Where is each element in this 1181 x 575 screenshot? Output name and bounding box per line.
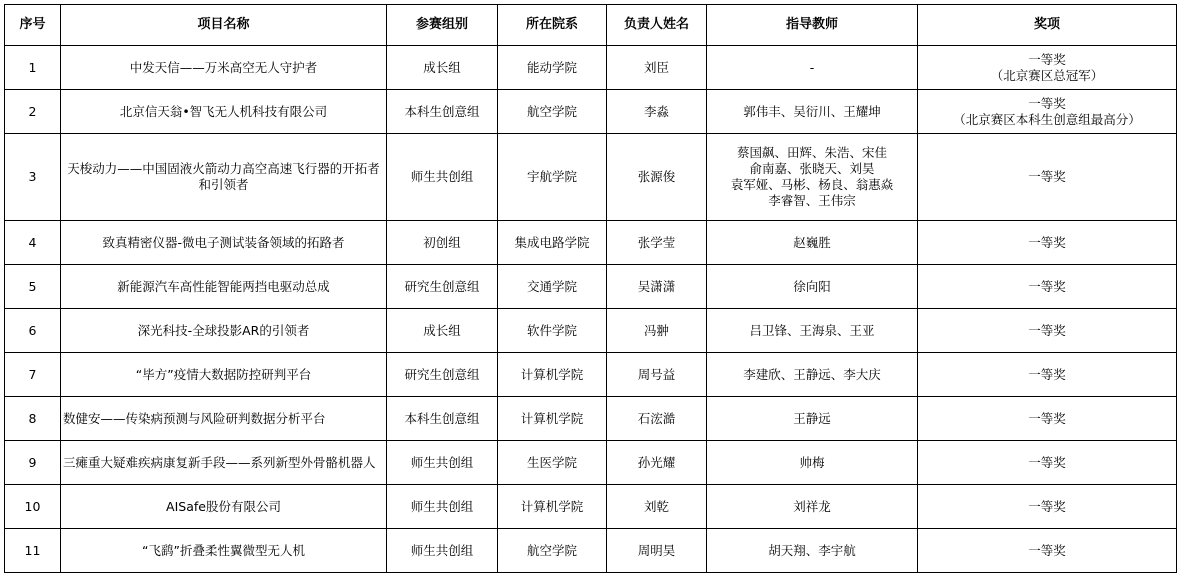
cell-no: 4	[5, 221, 61, 265]
header-cell-no: 序号	[5, 5, 61, 46]
cell-leader: 周号益	[607, 353, 707, 397]
cell-project: 新能源汽车高性能智能两挡电驱动总成	[61, 265, 387, 309]
award-line: 一等奖	[1028, 454, 1066, 470]
cell-award	[918, 485, 1177, 529]
cell-advisors	[707, 265, 918, 309]
advisor-line: 帅梅	[799, 454, 825, 470]
cell-group: 师生共创组	[387, 529, 498, 573]
table-row	[5, 46, 1177, 90]
cell-award	[918, 46, 1177, 90]
table-row	[5, 221, 1177, 265]
advisor-line: -	[809, 59, 815, 75]
cell-no: 9	[5, 441, 61, 485]
table-row	[5, 309, 1177, 353]
cell-group: 初创组	[387, 221, 498, 265]
table-row	[5, 441, 1177, 485]
cell-dept: 计算机学院	[498, 397, 607, 441]
cell-advisors	[707, 397, 918, 441]
award-line: 一等奖	[1028, 234, 1066, 250]
cell-project: 三瘫重大疑难疾病康复新手段——系列新型外骨骼机器人	[61, 441, 387, 485]
cell-dept: 航空学院	[498, 90, 607, 134]
cell-advisors	[707, 485, 918, 529]
header-row	[5, 5, 1177, 46]
cell-group: 师生共创组	[387, 441, 498, 485]
cell-award	[918, 90, 1177, 134]
table-row	[5, 397, 1177, 441]
cell-award	[918, 353, 1177, 397]
cell-award	[918, 265, 1177, 309]
cell-no: 3	[5, 134, 61, 221]
cell-advisors	[707, 90, 918, 134]
header-cell-leader: 负责人姓名	[607, 5, 707, 46]
cell-project: 天梭动力——中国固液火箭动力高空高速飞行器的开拓者和引领者	[61, 134, 387, 221]
cell-leader: 吴潇潇	[607, 265, 707, 309]
cell-leader: 孙光耀	[607, 441, 707, 485]
cell-project: 致真精密仪器-微电子测试装备领域的拓路者	[61, 221, 387, 265]
header-cell-dept: 所在院系	[498, 5, 607, 46]
table-row	[5, 353, 1177, 397]
cell-no: 10	[5, 485, 61, 529]
cell-project: “毕方”疫情大数据防控研判平台	[61, 353, 387, 397]
cell-dept: 能动学院	[498, 46, 607, 90]
cell-dept: 生医学院	[498, 441, 607, 485]
award-line: 一等奖	[1028, 366, 1066, 382]
header-cell-award: 奖项	[918, 5, 1177, 46]
cell-leader: 周明昊	[607, 529, 707, 573]
cell-group: 本科生创意组	[387, 90, 498, 134]
table-row	[5, 265, 1177, 309]
cell-leader: 石浤澔	[607, 397, 707, 441]
header-cell-project: 项目名称	[61, 5, 387, 46]
cell-award	[918, 441, 1177, 485]
award-line: 一等奖	[1028, 169, 1066, 184]
advisor-line: 王静远	[793, 410, 831, 426]
cell-dept: 软件学院	[498, 309, 607, 353]
table-row	[5, 529, 1177, 573]
cell-project: 北京信天翁•智飞无人机科技有限公司	[61, 90, 387, 134]
award-note: （北京赛区总冠军）	[990, 67, 1104, 83]
cell-no: 5	[5, 265, 61, 309]
cell-award	[918, 397, 1177, 441]
advisor-line: 袁军娅、马彬、杨良、翁惠焱	[730, 177, 894, 192]
cell-award	[918, 309, 1177, 353]
cell-group: 研究生创意组	[387, 265, 498, 309]
table-row	[5, 485, 1177, 529]
cell-award	[918, 529, 1177, 573]
advisor-line: 赵巍胜	[793, 234, 831, 250]
cell-award	[918, 134, 1177, 221]
cell-leader: 刘臣	[607, 46, 707, 90]
advisor-line: 郭伟丰、吴衍川、王耀坤	[743, 103, 881, 119]
cell-advisors	[707, 353, 918, 397]
advisor-line: 刘祥龙	[793, 498, 831, 514]
cell-advisors	[707, 221, 918, 265]
cell-dept: 航空学院	[498, 529, 607, 573]
cell-group: 师生共创组	[387, 485, 498, 529]
cell-group: 成长组	[387, 46, 498, 90]
awards-table	[4, 4, 1177, 573]
cell-group: 成长组	[387, 309, 498, 353]
cell-dept: 交通学院	[498, 265, 607, 309]
award-line: 一等奖	[1028, 322, 1066, 338]
cell-no: 1	[5, 46, 61, 90]
cell-advisors	[707, 529, 918, 573]
cell-leader: 张源俊	[607, 134, 707, 221]
cell-dept: 计算机学院	[498, 353, 607, 397]
cell-leader: 张学莹	[607, 221, 707, 265]
cell-project: “飞鹞”折叠柔性翼微型无人机	[61, 529, 387, 573]
cell-leader: 冯翀	[607, 309, 707, 353]
cell-no: 11	[5, 529, 61, 573]
advisor-line: 徐向阳	[793, 278, 831, 294]
award-line: 一等奖	[1028, 51, 1066, 67]
award-line: 一等奖	[1028, 498, 1066, 514]
advisor-line: 吕卫锋、王海泉、王亚	[749, 322, 875, 338]
cell-award	[918, 221, 1177, 265]
cell-group: 研究生创意组	[387, 353, 498, 397]
cell-advisors	[707, 134, 918, 221]
award-line: 一等奖	[1028, 410, 1066, 426]
award-note: （北京赛区本科生创意组最高分）	[953, 111, 1141, 127]
cell-advisors	[707, 309, 918, 353]
cell-project: 中发天信——万米高空无人守护者	[61, 46, 387, 90]
cell-project: 深光科技-全球投影AR的引领者	[61, 309, 387, 353]
advisor-line: 李建欣、王静远、李大庆	[743, 366, 881, 382]
cell-group: 师生共创组	[387, 134, 498, 221]
award-line: 一等奖	[1028, 542, 1066, 558]
cell-dept: 计算机学院	[498, 485, 607, 529]
advisor-line: 李睿智、王伟宗	[768, 193, 856, 208]
cell-project: AISafe股份有限公司	[61, 485, 387, 529]
cell-dept: 集成电路学院	[498, 221, 607, 265]
advisor-line: 俞南嘉、张晓天、刘昊	[749, 161, 875, 176]
table-row	[5, 134, 1177, 221]
award-line: 一等奖	[1028, 95, 1066, 111]
cell-dept: 宇航学院	[498, 134, 607, 221]
cell-no: 7	[5, 353, 61, 397]
cell-leader: 刘乾	[607, 485, 707, 529]
cell-no: 2	[5, 90, 61, 134]
cell-no: 8	[5, 397, 61, 441]
table-row	[5, 90, 1177, 134]
advisor-line: 胡天翔、李宇航	[768, 542, 856, 558]
cell-leader: 李淼	[607, 90, 707, 134]
award-line: 一等奖	[1028, 278, 1066, 294]
header-cell-group: 参赛组别	[387, 5, 498, 46]
advisor-line: 蔡国飙、田辉、朱浩、宋佳	[736, 145, 887, 160]
cell-advisors	[707, 46, 918, 90]
cell-advisors	[707, 441, 918, 485]
cell-project: 数健安——传染病预测与风险研判数据分析平台	[61, 397, 387, 441]
cell-no: 6	[5, 309, 61, 353]
header-cell-advisors: 指导教师	[707, 5, 918, 46]
cell-group: 本科生创意组	[387, 397, 498, 441]
